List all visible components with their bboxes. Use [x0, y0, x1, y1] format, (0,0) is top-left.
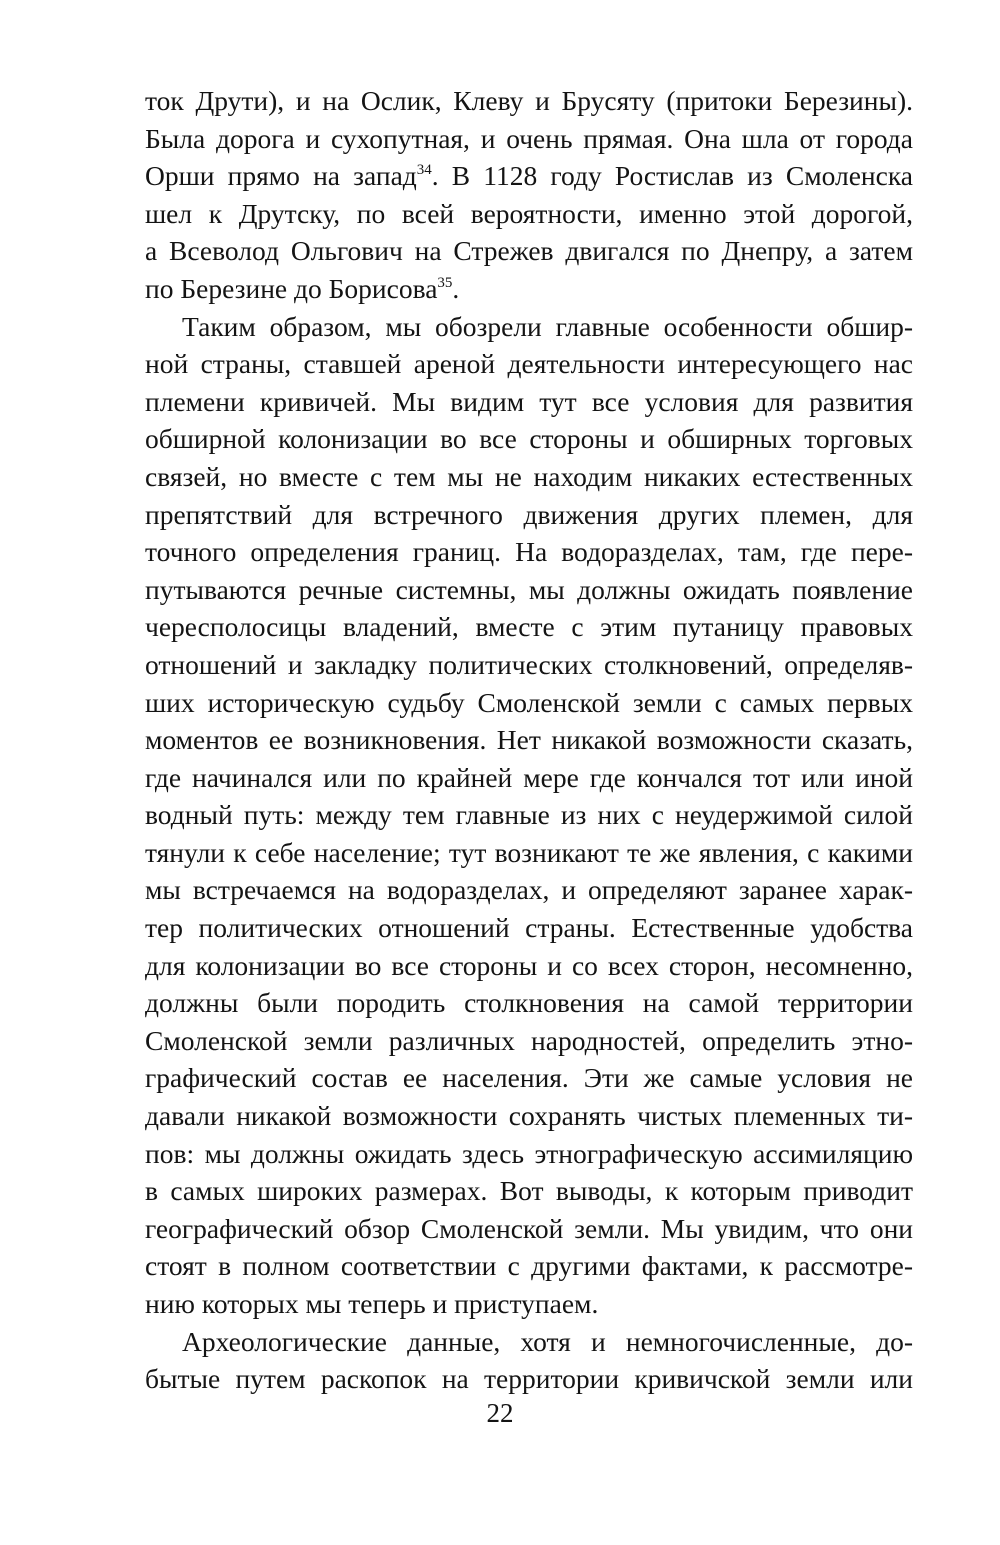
text-line: пов: мы должны ожидать здесь этнографическую ассимиляцию	[145, 1137, 913, 1169]
text-line: препятствий для встречного движения других племен, для	[145, 498, 913, 530]
paragraph-1	[145, 82, 913, 308]
text-line: географический обзор Смоленской земли. Мы увидим, что они	[145, 1212, 913, 1244]
footnote-marker: 34	[416, 162, 432, 179]
text-line: Археологические данные, хотя и немногочисленные, до-	[182, 1325, 913, 1357]
text-line: стоят в полном соответствии с другими фактами, к рассмотре-	[145, 1250, 913, 1282]
text-line: водный путь: между тем главные из них с неудержимой силой	[145, 799, 913, 831]
text-line	[145, 157, 913, 195]
text-line: ной страны, ставшей ареной деятельности интересующего нас	[145, 348, 913, 380]
text-line: ток Друти), и на Ослик, Клеву и Брусяту (притоки Березины).	[145, 85, 913, 116]
text-line: мы встречаемся на водоразделах, и определяют заранее харак-	[145, 874, 913, 906]
text-line: графический состав ее населения. Эти же самые условия не	[145, 1062, 913, 1094]
page-number: 22	[486, 1398, 514, 1428]
paragraph-2	[145, 308, 913, 1323]
text-line: Была дорога и сухопутная, и очень прямая. Она шла от города	[145, 122, 913, 154]
footnote-marker: 35	[437, 274, 453, 291]
text-line: где начинался или по крайней мере где кончался тот или иной	[145, 761, 913, 793]
line-text-after: . В 1128 году Ростислав из Смоленска	[431, 160, 913, 192]
text-line: бытые путем раскопок на территории кривичской земли или	[145, 1363, 913, 1395]
text-line: обширной колонизации во все стороны и обширных торговых	[145, 423, 913, 455]
text-line: а Всеволод Ольгович на Стрежев двигался по Днепру, а затем	[145, 235, 913, 267]
page-body	[145, 82, 913, 1398]
text-line: моментов ее возникновения. Нет никакой возможности сказать,	[145, 724, 913, 756]
text-line: для колонизации во все стороны и со всех сторон, несомненно,	[145, 949, 913, 981]
text-line: Смоленской земли различных народностей, определить этно-	[145, 1024, 913, 1056]
text-line: нию которых мы теперь и приступаем.	[145, 1288, 599, 1319]
text-line: путываются речные системны, мы должны ожидать появление	[145, 573, 913, 605]
text-line: ших историческую судьбу Смоленской земли с самых первых	[145, 686, 913, 718]
text-line: чересполосицы владений, вместе с этим путаницу правовых	[145, 611, 913, 643]
text-line	[145, 270, 913, 308]
line-text: Орши прямо на запад	[145, 160, 417, 192]
text-line: давали никакой возможности сохранять чистых племенных ти-	[145, 1100, 913, 1132]
text-line: точного определения границ. На водоразделах, там, где пере-	[145, 536, 913, 568]
text-line: Таким образом, мы обозрели главные особенности обшир-	[182, 310, 913, 342]
line-text-after: .	[452, 272, 460, 304]
text-line: отношений и закладку политических столкновений, определяв-	[145, 648, 913, 680]
text-line: тер политических отношений страны. Естественные удобства	[145, 912, 913, 944]
paragraph-3	[145, 1323, 913, 1398]
text-line: должны были породить столкновения на самой территории	[145, 987, 913, 1019]
text-line: тянули к себе население; тут возникают те же явления, с какими	[145, 836, 913, 868]
text-line: связей, но вместе с тем мы не находим никаких естественных	[145, 460, 913, 492]
text-line: в самых широких размерах. Вот выводы, к которым приводит	[145, 1175, 913, 1207]
line-text: по Березине до Борисова	[145, 272, 438, 304]
text-line: шел к Друтску, по всей вероятности, именно этой дорогой,	[145, 197, 913, 229]
text-line: племени кривичей. Мы видим тут все условия для развития	[145, 385, 913, 417]
